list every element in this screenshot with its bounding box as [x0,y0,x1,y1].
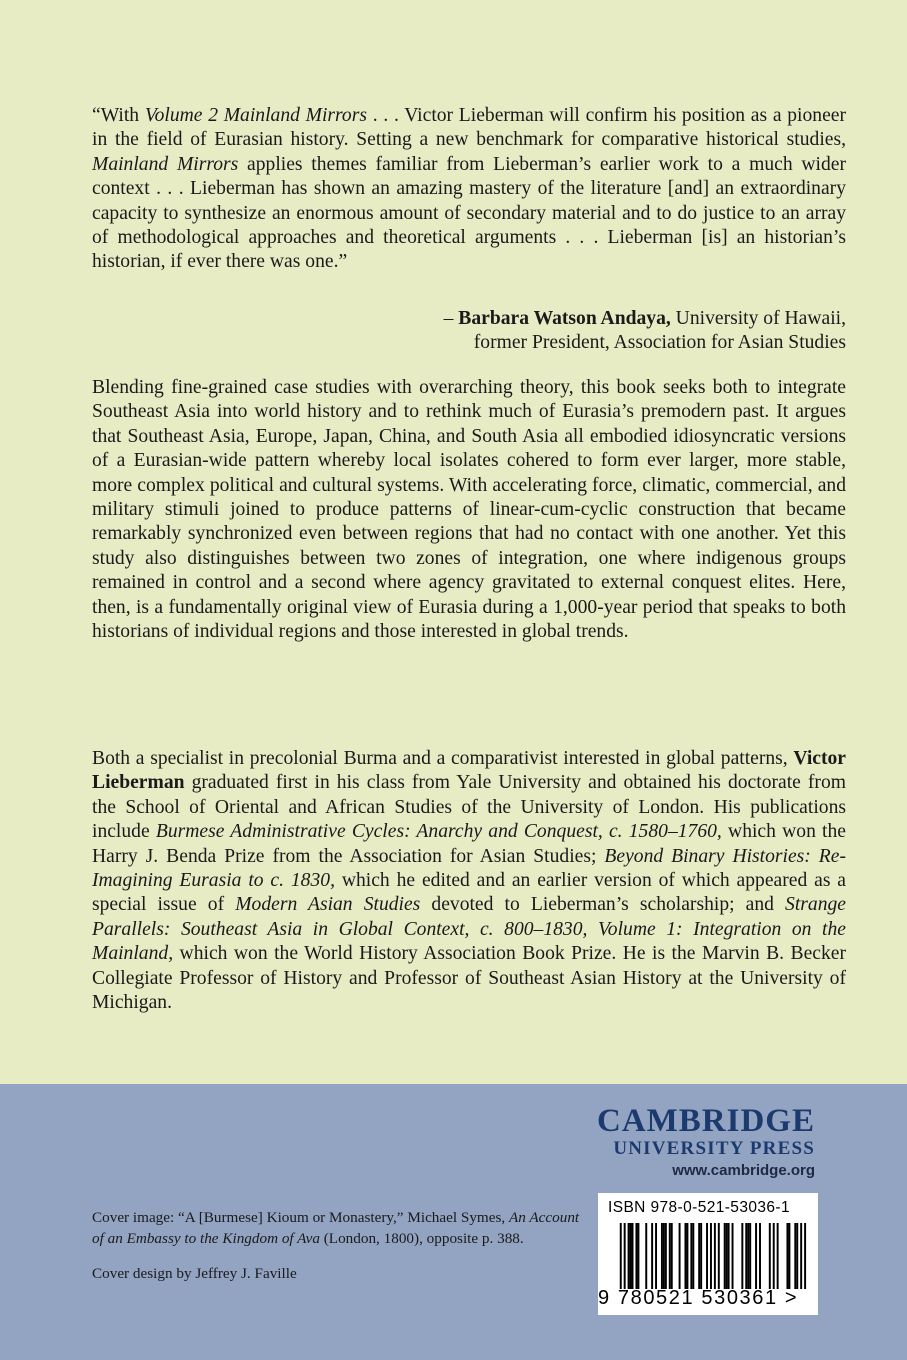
barcode-bar [804,1223,806,1289]
bio-text: which won the World History Association Book Prize. He is the Marvin B. Becker Collegiate Professor of History and Professor of Southeast Asian History at the University of Michigan. [92,943,846,1014]
publisher-name: CAMBRIDGE [596,1103,815,1139]
barcode-bar [663,1223,665,1289]
barcode-bar [759,1223,761,1289]
bio-text: graduated first in his class from Yale University and obtained his doctorate from the School of Oriental and African Studies of the University of London. His publications include [92,772,846,843]
isbn-label: ISBN 978-0-521-53036-1 [608,1199,790,1216]
quote-text: “With [92,105,145,126]
book-title: Burmese Administrative Cycles: Anarchy and Conquest, c. 1580–1760, [155,821,722,843]
barcode-bar [645,1223,647,1289]
barcode-bar [786,1223,788,1289]
quote-text: applies themes familiar from Lieberman’s earlier work to a much wider context . . . Lieberman has shown an amazing mastery of the literature [and] an extraordinary capacity to synthesize an enormous amount of secondary material and to do justice to an array of methodological approaches and theoretical arguments . . . Lieberman [is] an historian’s historian, if ever there was one.” [92,153,846,273]
credit-text: Cover image: “A [Burmese] Kioum or Monastery,” Michael Symes, [92,1209,509,1226]
ean-digits: 9 780521 530361 > [598,1287,799,1309]
quote-attribution [444,307,846,356]
attribution-role: former President, Association for Asian Studies [473,332,846,354]
attribution-name: Barbara Watson Andaya, [458,308,671,329]
barcode-bar [800,1223,802,1289]
author-name: Victor Lieberman [92,748,846,794]
barcode-bar [632,1223,634,1289]
barcode-bar [671,1223,673,1289]
bio-text: devoted to Lieberman’s scholarship; and [420,894,786,916]
barcode-bar [749,1223,751,1289]
barcode-bar [669,1223,671,1289]
barcode-bar [628,1223,630,1289]
barcode-bar [728,1223,730,1289]
barcode-bar [741,1223,743,1289]
bio-text: which won the Harry J. Benda Prize from the Association for Asian Studies; [92,821,846,867]
cover-credits [92,1207,592,1284]
barcode-bar [655,1223,657,1289]
publisher-subtitle: UNIVERSITY PRESS [613,1138,815,1159]
publisher-url[interactable]: www.cambridge.org [672,1162,815,1179]
book-title: Strange Parallels: Southeast Asia in Global Context, c. 800–1830, Volume 1: Integration on the Mainland, [92,894,846,965]
attribution-dash: – [443,308,459,329]
quote-title-italic: Mainland Mirrors [92,153,239,175]
barcode-bar [679,1223,681,1289]
barcode-bar [686,1223,688,1289]
barcode-bar [700,1223,702,1289]
barcode-bar [651,1223,653,1289]
barcode-bar [718,1223,720,1289]
book-title: Beyond Binary Histories: Re-Imagining Eurasia to c. 1830, [92,845,846,892]
barcode-bar [620,1223,622,1289]
barcode-bar [726,1223,728,1289]
publisher-logo [597,1104,815,1182]
barcode-bar [698,1223,700,1289]
barcode-bar [769,1223,771,1289]
barcode-bar [706,1223,708,1289]
barcode-bars [608,1223,810,1289]
barcode-bar [745,1223,747,1289]
book-summary: Blending fine-grained case studies with overarching theory, this book seeks both to integrate Southeast Asia into world history and to rethink much of Eurasia’s premodern past. It argues that Southeast Asia, Europe, Japan, China, and South Asia all embodied idiosyncratic versions of a Eurasian-wide pattern whereby local isolates cohered to form ever larger, more stable, more complex political and cultural systems. With accelerating force, climatic, commercial, and military stimuli joined to produce patterns of linear-cum-cyclic construction that became remarkably synchronized even between regions that had no contact with one another. Yet this study also distinguishes between two zones of integration, one where indigenous groups remained in control and a second where agency gravitated to external conquest elites. Here, then, is a fundamentally original view of Eurasia during a 1,000-year period that speaks to both historians of individual regions and those interested in global trends. [92,377,846,643]
cover-image-credit [92,1207,592,1249]
bio-text: Both a specialist in precolonial Burma and a comparativist interested in global patterns, [92,748,794,769]
barcode-bar [690,1223,692,1289]
barcode-bar [755,1223,757,1289]
cover-design-credit: Cover design by Jeffrey J. Faville [92,1265,297,1282]
barcode-bar [796,1223,798,1289]
barcode-bar [684,1223,686,1289]
quote-title-italic: Volume 2 Mainland Mirrors [144,105,367,126]
barcode-bar [661,1223,663,1289]
barcode-bar [747,1223,749,1289]
credit-source-title: An Account of an Embassy to the Kingdom of Ava [92,1209,580,1247]
barcode-bar [773,1223,775,1289]
barcode-bar [637,1223,639,1289]
endorsement-quote [92,104,846,275]
barcode-bar [665,1223,667,1289]
isbn-barcode [598,1193,818,1315]
barcode-bar [724,1223,726,1289]
barcode-bar [732,1223,734,1289]
bio-text: which he edited and an earlier version of which appeared as a special issue of [92,870,847,916]
barcode-bar [714,1223,716,1289]
credit-text: (London, 1800), opposite p. 388. [319,1230,524,1247]
barcode-bar [710,1223,712,1289]
quote-text: . . . Victor Lieberman will confirm his position as a pioneer in the field of Eurasian history. Setting a new benchmark for comparative historical studies, [92,105,846,151]
barcode-bar [777,1223,779,1289]
attribution-affiliation: University of Hawaii, [670,308,846,329]
barcode-bar [630,1223,632,1289]
journal-title: Modern Asian Studies [235,894,421,916]
barcode-bar [692,1223,694,1289]
author-bio [92,747,846,1015]
barcode-bar [624,1223,626,1289]
barcode-bar [635,1223,637,1289]
barcode-bar [794,1223,796,1289]
barcode-bar [788,1223,790,1289]
